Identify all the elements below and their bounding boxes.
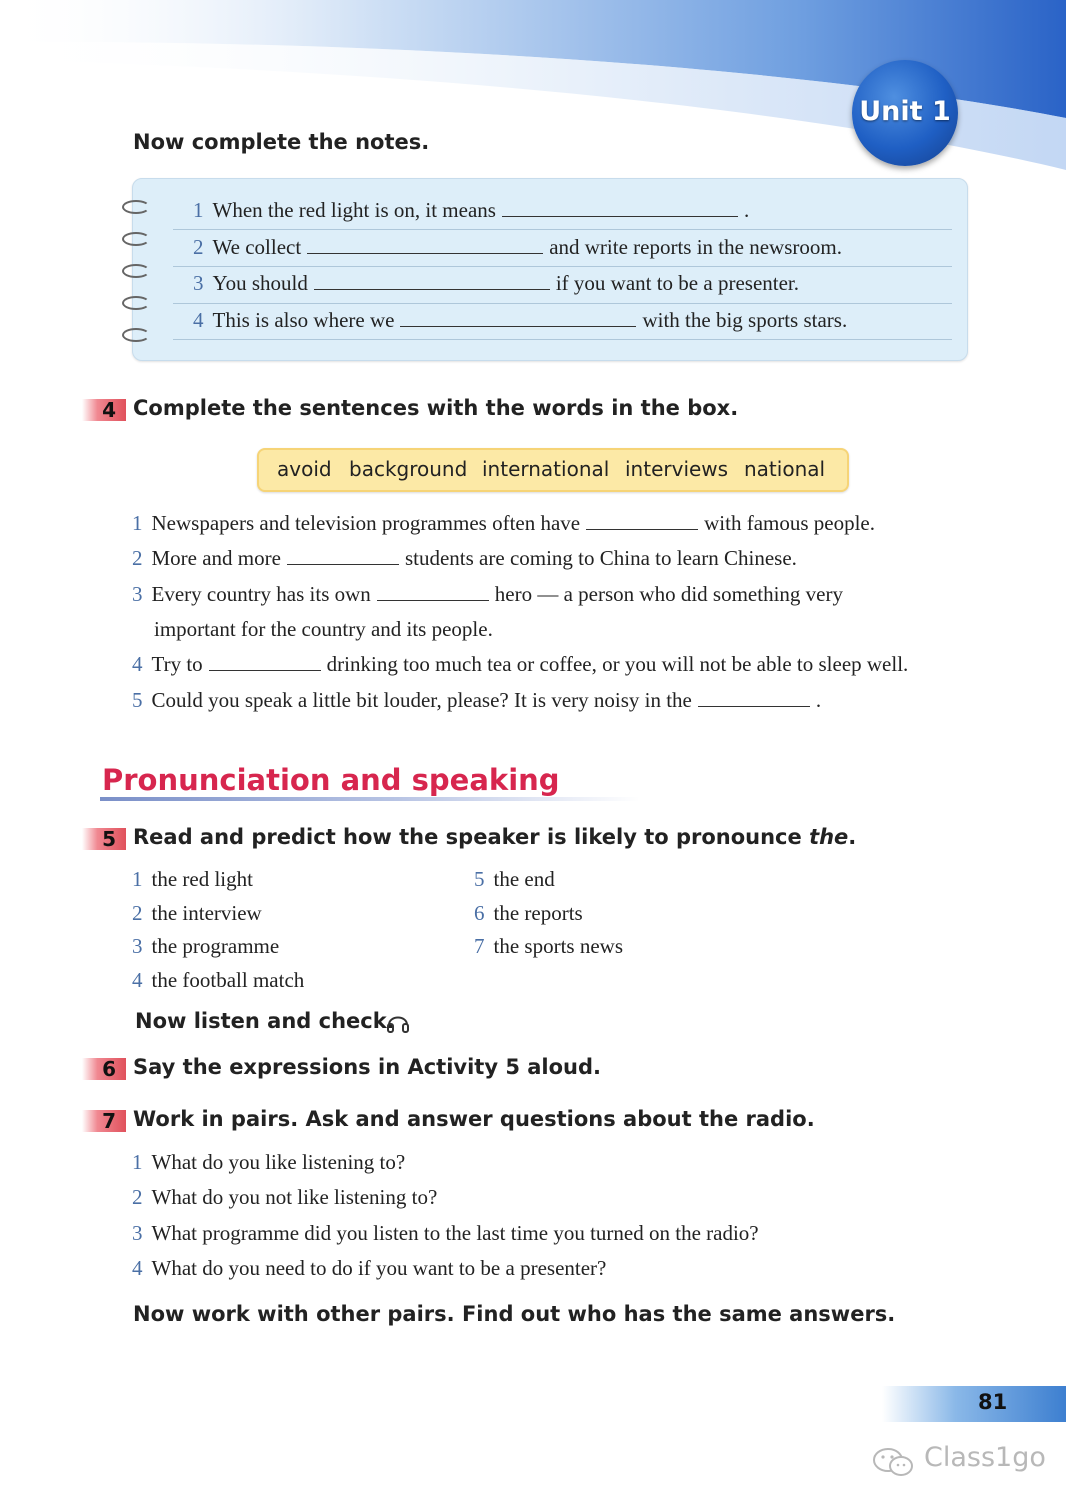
spiral-ring bbox=[122, 232, 150, 246]
sentence-text: Newspapers and television programmes often have bbox=[151, 511, 581, 535]
activity-5-instruction bbox=[133, 825, 856, 849]
section-title: Pronunciation and speaking bbox=[102, 763, 560, 797]
headphones-icon[interactable] bbox=[386, 1009, 410, 1035]
instruction-text-end: . bbox=[848, 825, 857, 849]
expression-item bbox=[474, 934, 623, 959]
question-text: What do you like listening to? bbox=[151, 1150, 406, 1174]
question-item bbox=[132, 1150, 405, 1175]
activity-4-instruction: Complete the sentences with the words in the box. bbox=[133, 396, 739, 420]
expression-item bbox=[132, 901, 262, 926]
spiral-ring bbox=[122, 264, 150, 278]
watermark-text: Class1go bbox=[924, 1442, 1046, 1473]
note-item-number: 3 bbox=[193, 271, 204, 295]
answer-blank[interactable] bbox=[586, 513, 698, 530]
sentence-item bbox=[132, 652, 908, 677]
sentence-item bbox=[132, 511, 875, 536]
spiral-ring bbox=[122, 328, 150, 342]
note-item-number: 2 bbox=[193, 235, 204, 259]
instruction-italic-word: the bbox=[809, 825, 849, 849]
section-underline bbox=[100, 797, 640, 801]
activity-7-instruction: Work in pairs. Ask and answer questions about the radio. bbox=[133, 1107, 815, 1131]
note-item bbox=[193, 235, 842, 260]
answer-blank[interactable] bbox=[502, 200, 738, 217]
note-item-text: This is also where we bbox=[212, 308, 395, 332]
expression-text: the programme bbox=[151, 934, 280, 958]
expression-number: 1 bbox=[132, 867, 143, 891]
sentence-text: Every country has its own bbox=[151, 582, 371, 606]
expression-text: the end bbox=[493, 867, 555, 891]
spiral-ring bbox=[122, 200, 150, 214]
note-item-number: 4 bbox=[193, 308, 204, 332]
expression-number: 2 bbox=[132, 901, 143, 925]
chat-bubble-icon bbox=[872, 1446, 916, 1478]
expression-item bbox=[474, 901, 583, 926]
sentence-number: 5 bbox=[132, 688, 143, 712]
expression-number: 5 bbox=[474, 867, 485, 891]
sentence-number: 4 bbox=[132, 652, 143, 676]
notes-heading: Now complete the notes. bbox=[133, 130, 430, 154]
sentence-text-after: hero — a person who did something very bbox=[494, 582, 843, 606]
activity-6-instruction: Say the expressions in Activity 5 aloud. bbox=[133, 1055, 601, 1079]
sentence-text: More and more bbox=[151, 546, 281, 570]
note-item bbox=[193, 198, 749, 223]
instruction-text: Read and predict how the speaker is likely to pronounce bbox=[133, 825, 810, 849]
question-text: What do you not like listening to? bbox=[151, 1185, 438, 1209]
sentence-number: 3 bbox=[132, 582, 143, 606]
activity-number: 4 bbox=[102, 398, 116, 422]
note-item bbox=[193, 308, 847, 333]
sentence-text-after: drinking too much tea or coffee, or you will not be able to sleep well. bbox=[326, 652, 909, 676]
answer-blank[interactable] bbox=[314, 273, 550, 290]
expression-number: 7 bbox=[474, 934, 485, 958]
listen-instruction: Now listen and check. bbox=[135, 1009, 395, 1033]
sentence-text-after: with famous people. bbox=[704, 511, 876, 535]
answer-blank[interactable] bbox=[287, 548, 399, 565]
unit-badge-label: Unit 1 bbox=[859, 96, 951, 127]
note-item-text-after: . bbox=[743, 198, 750, 222]
expression-text: the red light bbox=[151, 867, 253, 891]
sentence-text-after: students are coming to China to learn Chinese. bbox=[404, 546, 797, 570]
word-box-word: interviews bbox=[625, 457, 729, 481]
note-item bbox=[193, 271, 799, 296]
question-number: 4 bbox=[132, 1256, 143, 1280]
question-number: 1 bbox=[132, 1150, 143, 1174]
word-box-word: background bbox=[349, 457, 468, 481]
sentence-text: Try to bbox=[151, 652, 203, 676]
sentence-number: 2 bbox=[132, 546, 143, 570]
question-item bbox=[132, 1185, 437, 1210]
sentence-item bbox=[132, 688, 821, 713]
unit-badge bbox=[852, 60, 958, 166]
answer-blank[interactable] bbox=[377, 584, 489, 601]
answer-blank[interactable] bbox=[307, 237, 543, 254]
activity-number-tag bbox=[82, 1110, 126, 1132]
word-box-word: international bbox=[482, 457, 610, 481]
note-item-text-after: and write reports in the newsroom. bbox=[549, 235, 842, 259]
expression-text: the reports bbox=[493, 901, 583, 925]
spiral-ring bbox=[122, 296, 150, 310]
expression-text: the football match bbox=[151, 968, 305, 992]
expression-number: 3 bbox=[132, 934, 143, 958]
activity-number-tag bbox=[82, 399, 126, 421]
note-item-text: We collect bbox=[212, 235, 302, 259]
answer-blank[interactable] bbox=[400, 310, 636, 327]
question-text: What programme did you listen to the last time you turned on the radio? bbox=[151, 1221, 759, 1245]
activity-number: 6 bbox=[102, 1057, 116, 1081]
note-item-text-after: with the big sports stars. bbox=[642, 308, 848, 332]
word-box-word: national bbox=[744, 457, 826, 481]
sentence-number: 1 bbox=[132, 511, 143, 535]
word-box-word: avoid bbox=[277, 457, 332, 481]
expression-number: 4 bbox=[132, 968, 143, 992]
expression-text: the sports news bbox=[493, 934, 623, 958]
followup-instruction: Now work with other pairs. Find out who has the same answers. bbox=[133, 1302, 896, 1326]
activity-number: 7 bbox=[102, 1109, 116, 1133]
sentence-text-after: . bbox=[815, 688, 822, 712]
answer-blank[interactable] bbox=[209, 654, 321, 671]
question-item bbox=[132, 1221, 759, 1246]
question-number: 2 bbox=[132, 1185, 143, 1209]
note-item-text-after: if you want to be a presenter. bbox=[555, 271, 799, 295]
sentence-item bbox=[132, 582, 843, 607]
note-item-text: When the red light is on, it means bbox=[212, 198, 496, 222]
question-number: 3 bbox=[132, 1221, 143, 1245]
question-text: What do you need to do if you want to be a presenter? bbox=[151, 1256, 607, 1280]
note-item-text: You should bbox=[212, 271, 308, 295]
note-item-number: 1 bbox=[193, 198, 204, 222]
page-number-bar bbox=[882, 1386, 1066, 1422]
expression-item bbox=[132, 968, 304, 993]
expression-item bbox=[132, 934, 279, 959]
answer-blank[interactable] bbox=[698, 690, 810, 707]
expression-item bbox=[474, 867, 555, 892]
word-box bbox=[257, 448, 849, 492]
question-item bbox=[132, 1256, 606, 1281]
expression-number: 6 bbox=[474, 901, 485, 925]
sentence-text: Could you speak a little bit louder, please? It is very noisy in the bbox=[151, 688, 692, 712]
sentence-item bbox=[132, 546, 797, 571]
watermark bbox=[872, 1442, 1046, 1480]
activity-number: 5 bbox=[102, 827, 116, 851]
activity-number-tag bbox=[82, 828, 126, 850]
expression-text: the interview bbox=[151, 901, 262, 925]
activity-number-tag bbox=[82, 1058, 126, 1080]
sentence-continuation: important for the country and its people. bbox=[154, 617, 493, 641]
page-number: 81 bbox=[978, 1390, 1008, 1414]
expression-item bbox=[132, 867, 253, 892]
